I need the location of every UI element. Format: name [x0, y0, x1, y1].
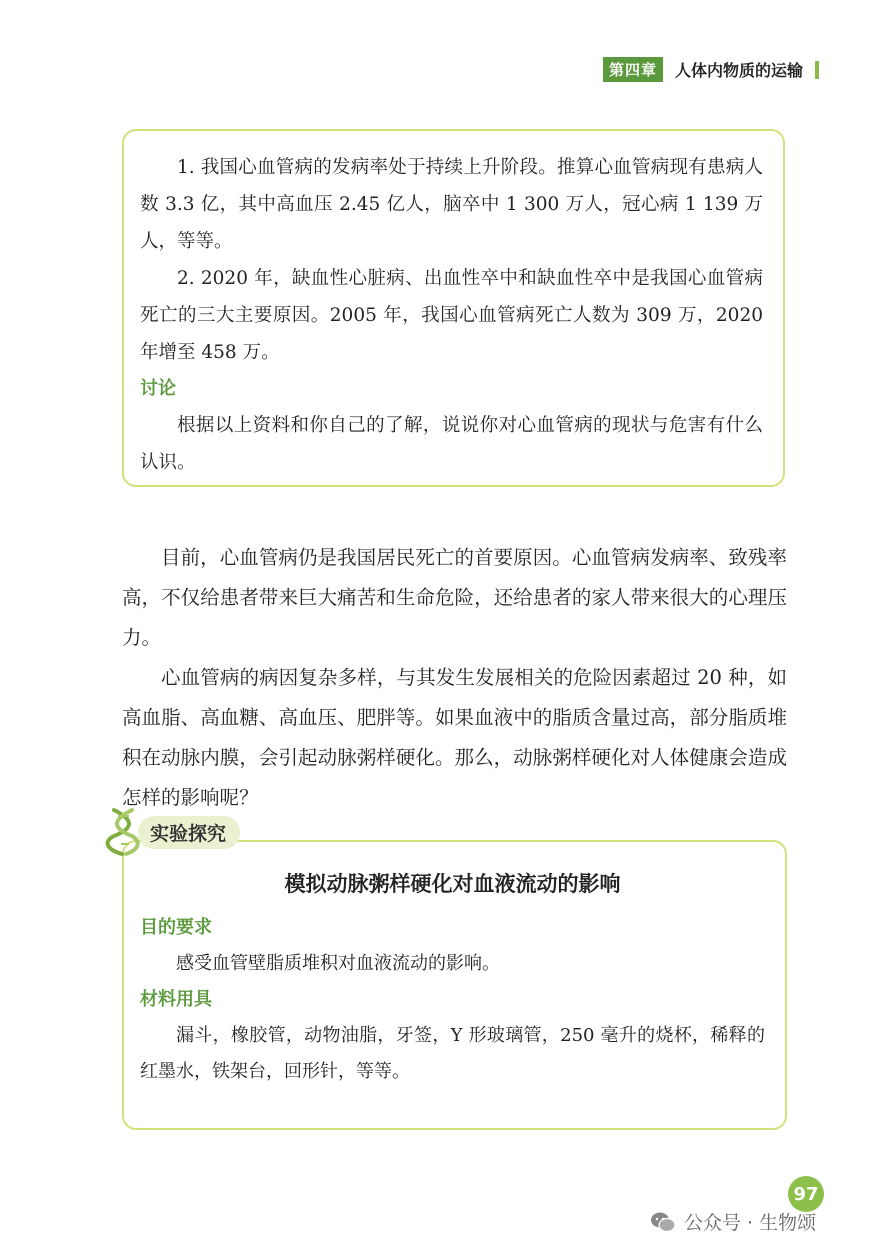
- experiment-label: 实验探究: [138, 816, 240, 849]
- chapter-title: 人体内物质的运输: [674, 61, 803, 80]
- chapter-bar: [815, 61, 819, 79]
- watermark: [650, 1208, 816, 1235]
- watermark-text: 公众号 · 生物颂: [684, 1212, 817, 1234]
- experiment-title: 模拟动脉粥样硬化对血液流动的影响: [284, 872, 621, 896]
- chapter-tag: 第四章: [603, 57, 663, 82]
- experiment-label-wrap: [104, 806, 240, 858]
- discussion-text: 根据以上资料和你自己的了解，说说你对心血管病的现状与危害有什么认识。: [140, 415, 763, 473]
- body-text: [122, 538, 787, 818]
- body-para-2: 心血管病的病因复杂多样，与其发生发展相关的危险因素超过 20 种，如高血脂、高血糖、高血压、肥胖等。如果血液中的脂质含量过高，部分脂质堆积在动脉内膜，会引起动脉粥样硬化。那么，动脉粥样硬化对人体健康会造成怎样的影响呢？: [122, 666, 787, 809]
- materials-text: 漏斗，橡胶管，动物油脂，牙签，Y 形玻璃管，250 毫升的烧杯，稀释的红墨水，铁架台，回形针，等等。: [140, 1025, 765, 1082]
- body-para-1: 目前，心血管病仍是我国居民死亡的首要原因。心血管病发病率、致残率高，不仅给患者带来巨大痛苦和生命危险，还给患者的家人带来很大的心理压力。: [122, 546, 787, 649]
- objective-text: 感受血管壁脂质堆积对血液流动的影响。: [176, 953, 500, 974]
- objective-heading: 目的要求: [140, 917, 212, 938]
- materials-heading: 材料用具: [140, 989, 212, 1010]
- data-box: [122, 129, 785, 487]
- experiment-box: [122, 840, 787, 1130]
- chapter-header: [603, 57, 819, 82]
- discussion-heading: 讨论: [140, 378, 176, 399]
- data-para-2: 2. 2020 年，缺血性心脏病、出血性卒中和缺血性卒中是我国心血管病死亡的三大主要原因。2005 年，我国心血管病死亡人数为 309 万，2020 年增至 458 万。: [140, 268, 763, 363]
- page-number: 97: [788, 1176, 824, 1212]
- data-para-1: 1. 我国心血管病的发病率处于持续上升阶段。推算心血管病现有患病人数 3.3 亿，其中高血压 2.45 亿人，脑卒中 1 300 万人，冠心病 1 139 万人，等等。: [140, 157, 763, 252]
- wechat-icon: [650, 1211, 676, 1233]
